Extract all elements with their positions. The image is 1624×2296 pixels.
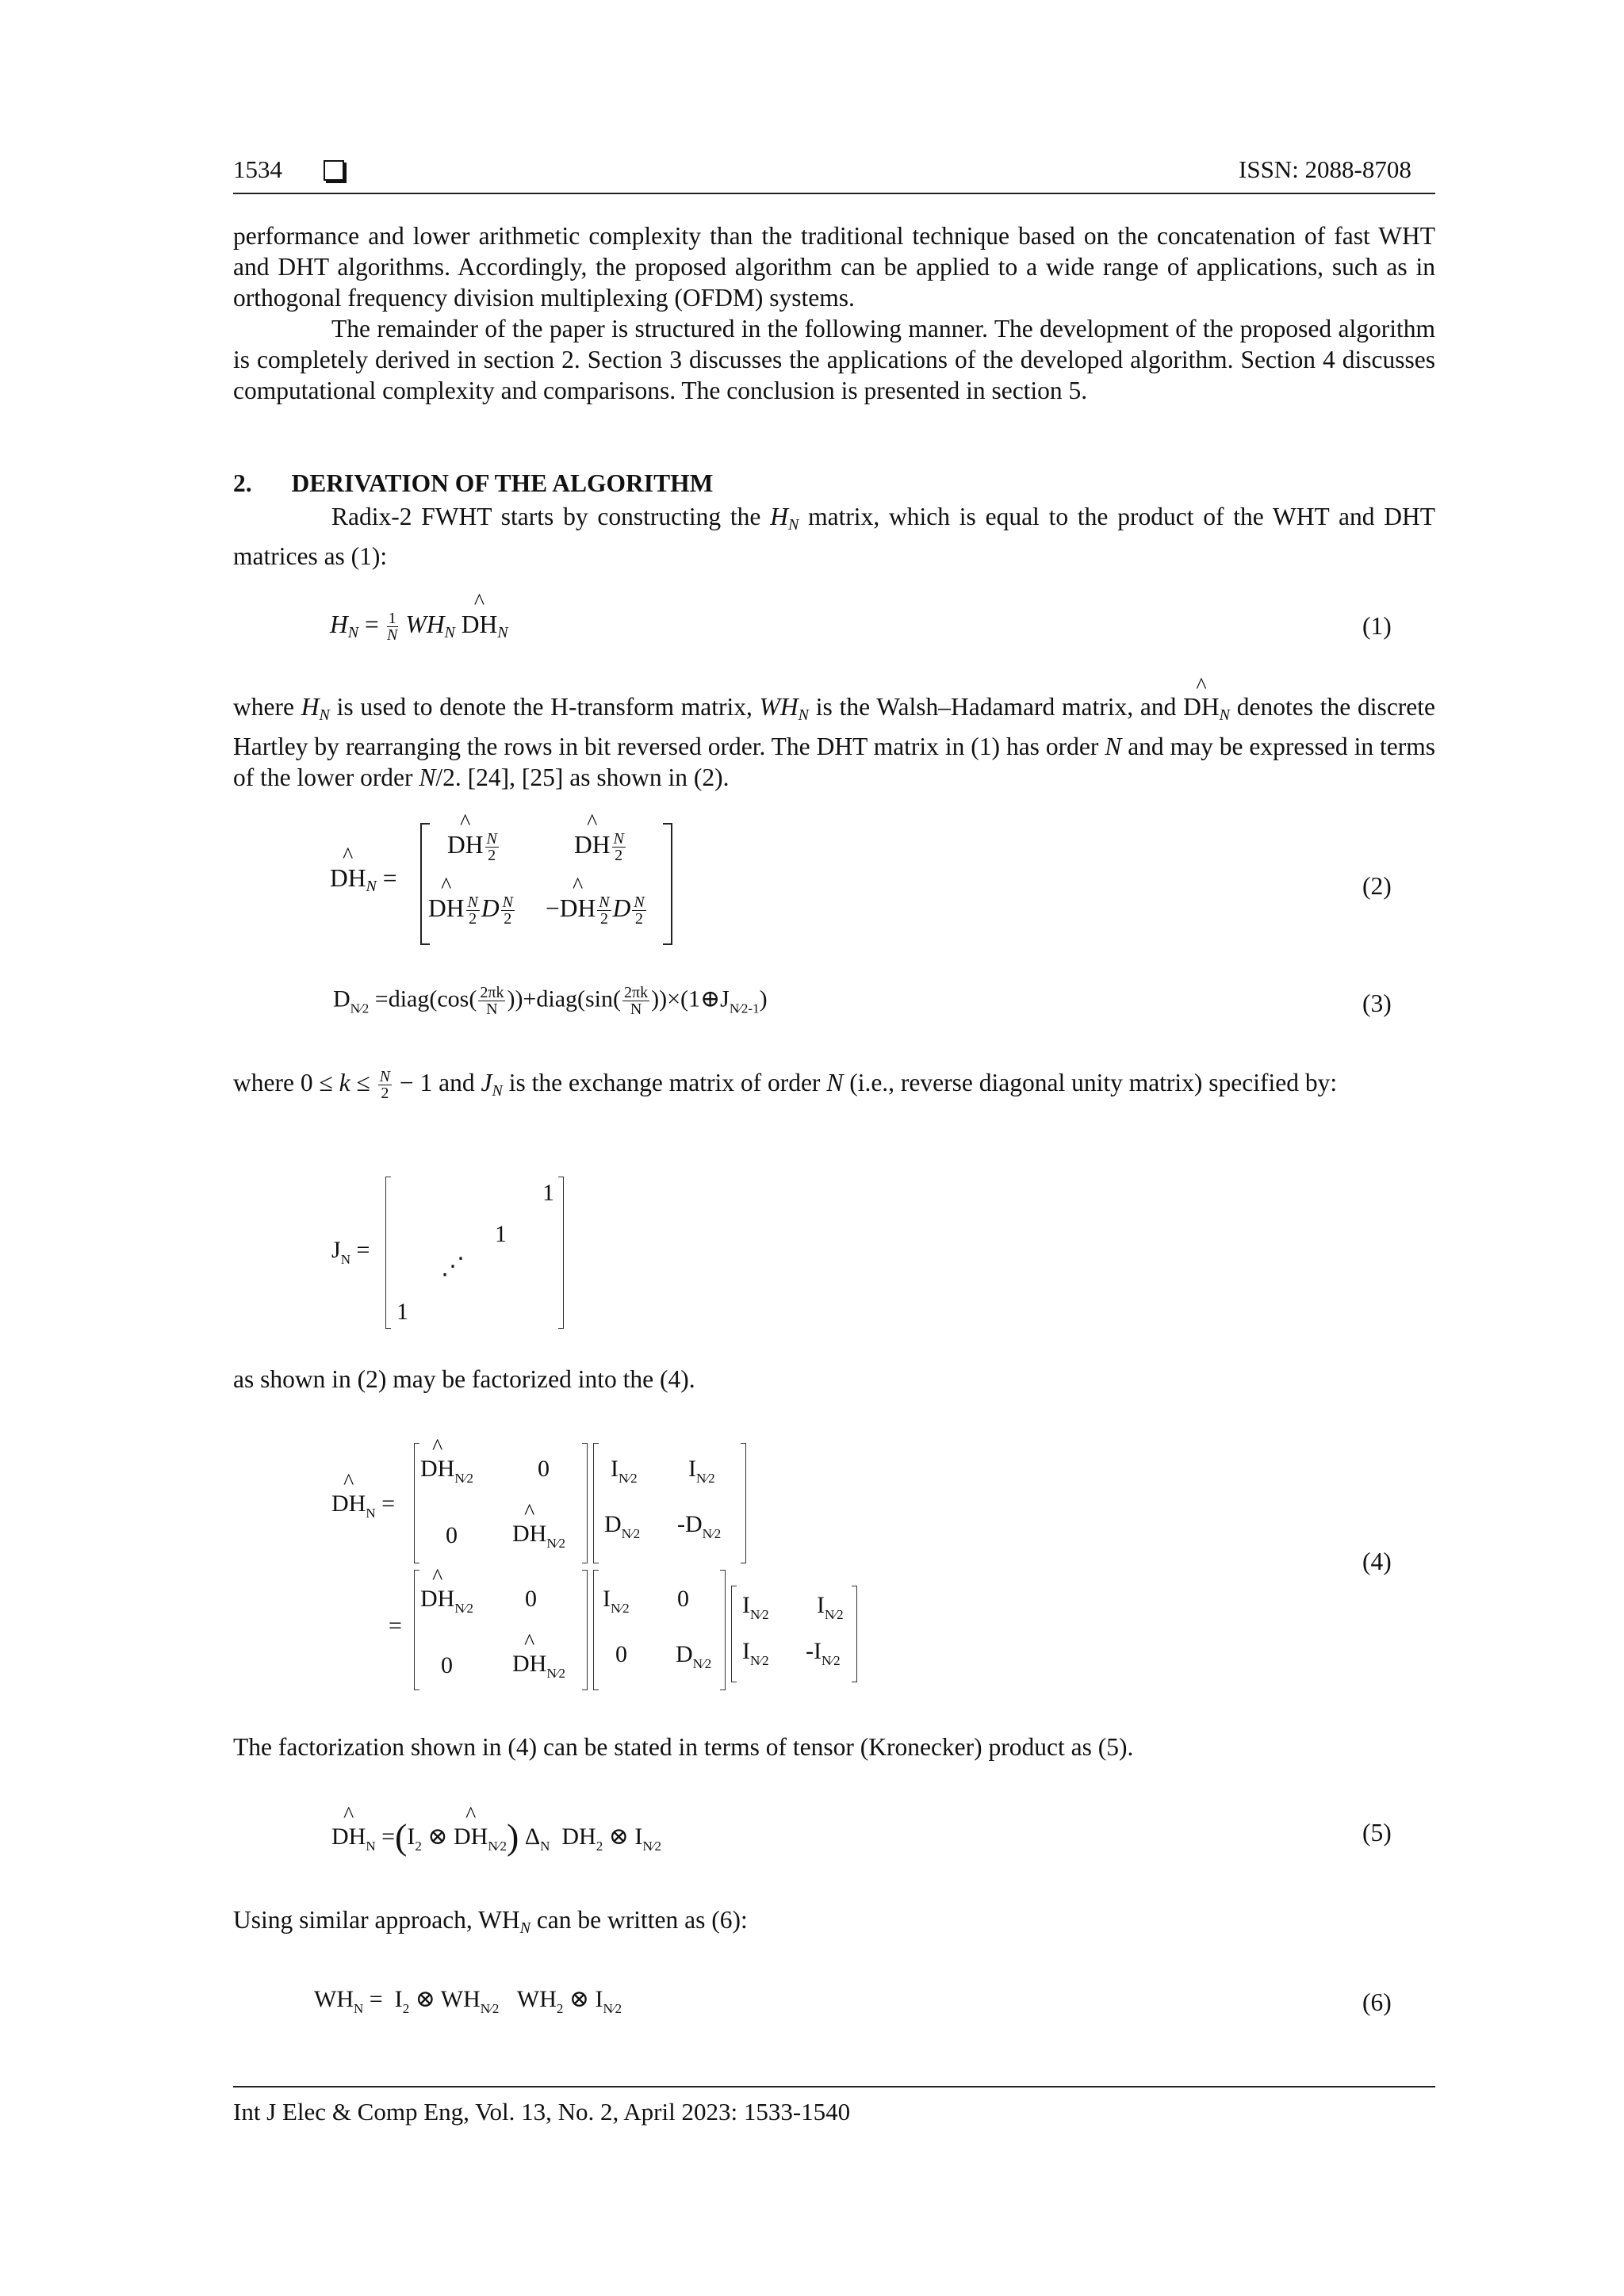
eq2-cell-21: ^ DH $\frac{N}{2}$ D $\frac{N}{2}$ [428,894,516,927]
diagonal-dots: ⋰ [441,1253,465,1280]
similar-paragraph: Using similar approach, WHN can be written as (6): [233,1906,748,1937]
equation-3: $D_{N⁄2}$ =diag(cos( $\frac{2\pi k}{N}$ ))+diag(sin( $\frac{2\pi k}{N}$ ))$\times(1\oplus J_{N⁄2-1})$ [333,984,768,1018]
section-number: 2. [233,469,252,497]
intro-text [233,220,1435,406]
where-paragraph-2: where 0 ≤ k ≤ $\frac{N}{2}$ − 1 and JN is the exchange matrix of order N (i.e., reverse diagonal unity matrix) specified by: [233,1068,1338,1103]
factorization-paragraph: The factorization shown in (4) can be stated in terms of tensor (Kronecker) product as (5). [233,1733,1134,1761]
eq2-cell-11: ^ DH $\frac{N}{2}$ [447,831,500,863]
header-rule [233,193,1435,194]
eq4-lhs: ^ $DH_N$ = [331,1490,395,1521]
intro-paragraph-2: The remainder of the paper is structured in the following manner. The development of the proposed algorithm is completely derived in section 2. Section 3 discusses the applications of the developed algorithm. Section 4 discusses computational complexity and comparisons. The conclusion is presented in section 5. [233,315,1435,404]
equation-4-number: (4) [1362,1548,1392,1575]
eq2-cell-12: ^ DH $\frac{N}{2}$ [574,831,627,863]
footer-rule [233,2086,1435,2087]
footer-citation: Int J Elec & Comp Eng, Vol. 13, No. 2, April 2023: 1533-1540 [233,2098,851,2126]
box-icon [324,160,344,181]
equation-1-number: (1) [1362,612,1392,640]
jn-matrix-lhs: $J_N$ = [331,1237,370,1267]
page-number: 1534 [233,155,282,183]
eq2-cell-22: −^ DH $\frac{N}{2}$ D $\frac{N}{2}$ [546,894,648,927]
as-shown-paragraph: as shown in (2) may be factorized into the (4). [233,1365,695,1393]
equation-5: ^ $DH_N =(I_2$ ⊗ ^ $DH_{N⁄2}$) $\Delta_N$ $DH_2$ ⊗ $I_{N⁄2}$ [331,1816,661,1858]
section-intro: Radix-2 FWHT starts by constructing the HN matrix, which is equal to the product of the WHT and DHT matrices as (1): [233,503,1435,570]
where-paragraph-1: where HN is used to denote the H-transform matrix, WHN is the Walsh–Hadamard matrix, and ^ DHN denotes the discrete Hartley by rearranging the rows in bit reversed order. The DHT matrix in (1) has order N and may be expressed in terms of the lower order N/2. [24], [25] as shown in (2). [233,691,1435,793]
section-title: DERIVATION OF THE ALGORITHM [291,469,714,497]
equation-5-number: (5) [1362,1819,1392,1846]
equation-6: $WH_N = I_2$ ⊗ $WH_{N⁄2}$ $WH_2$ ⊗ $I_{N⁄2}$ [314,1986,622,2016]
equation-3-number: (3) [1362,989,1392,1017]
jn-right-bracket [558,1177,564,1329]
equation-2-number: (2) [1362,872,1392,900]
equation-1: HN = $\frac{1}{N}$ WHN ^ DHN [330,610,508,643]
section-heading [233,469,713,498]
eq2-right-bracket [663,823,672,945]
issn: ISSN: 2088-8708 [1239,155,1411,183]
intro-paragraph-1: performance and lower arithmetic complexity than the traditional technique based on the concatenation of fast WHT and DHT algorithms. Accordingly, the proposed algorithm can be applied to a wide range of applications, such as in orthogonal frequency division multiplexing (OFDM) systems. [233,222,1435,312]
jn-left-bracket [385,1177,391,1329]
equation-2-lhs: ^ DHN = [330,864,396,896]
equation-6-number: (6) [1362,1988,1392,2016]
